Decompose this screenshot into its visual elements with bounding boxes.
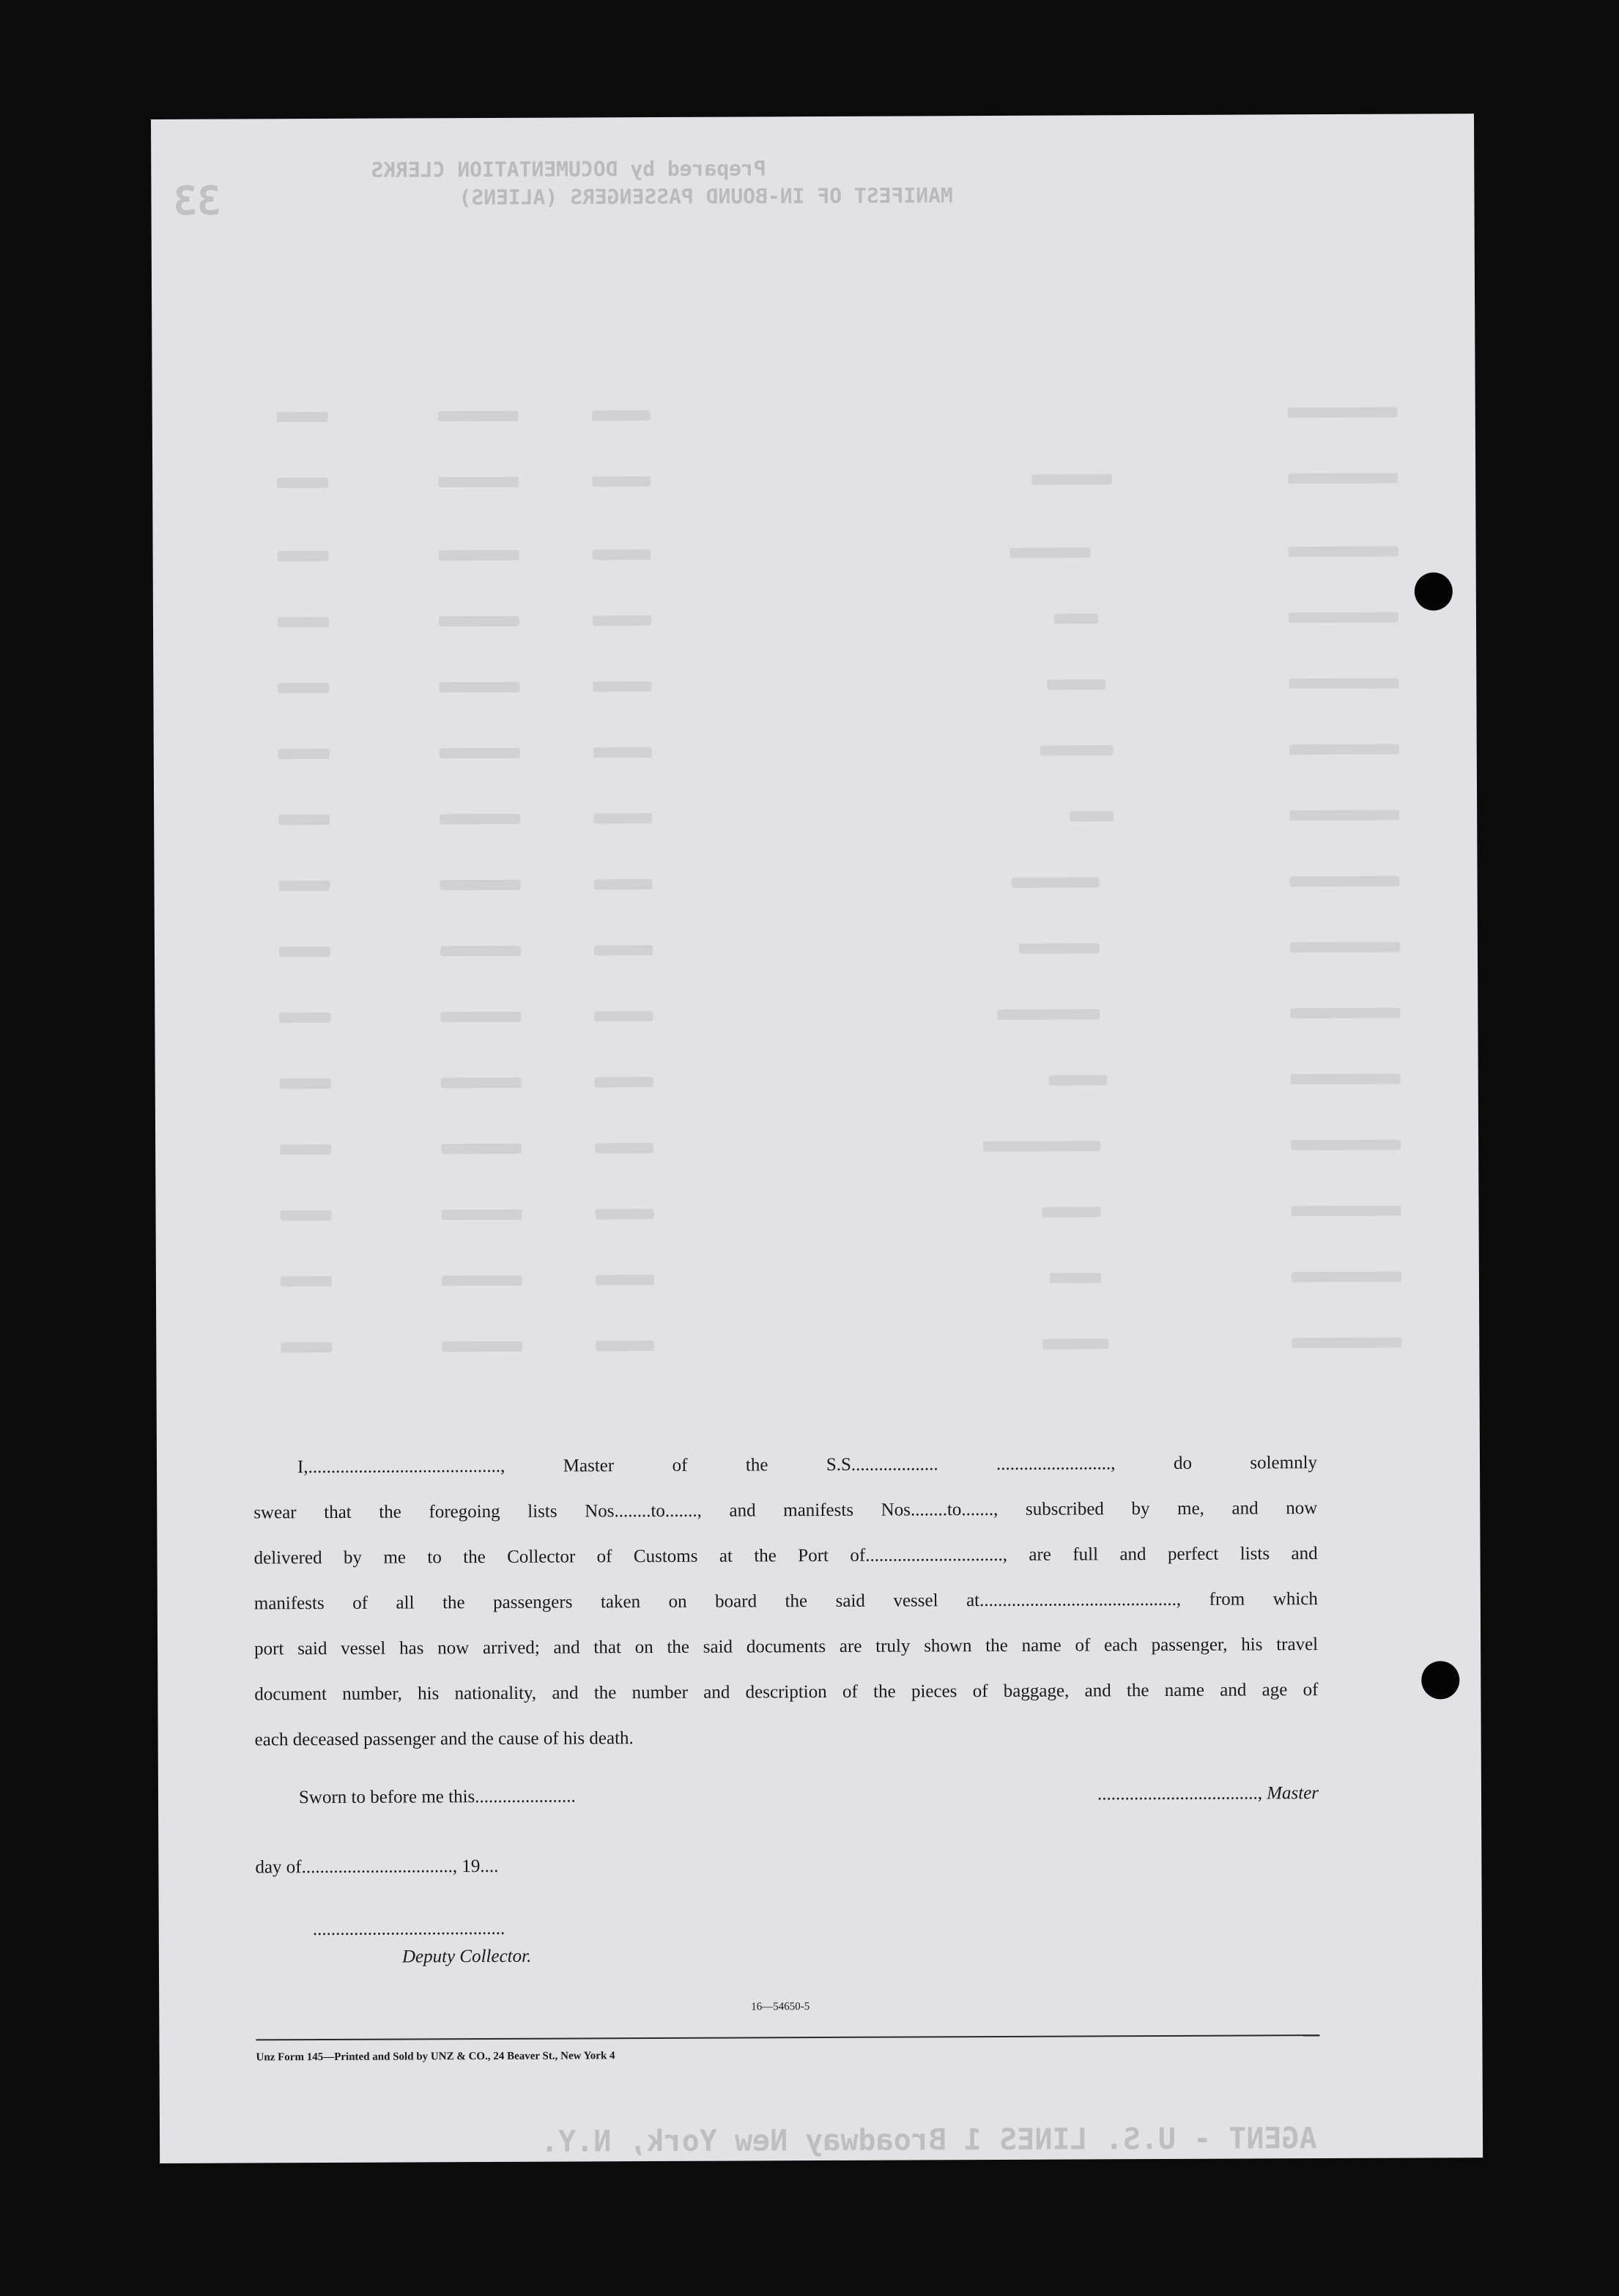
bleed-through-header-1: Prepared by DOCUMENTATION CLERKS <box>371 156 766 182</box>
master-signature-line <box>1097 1783 1319 1804</box>
oath-line: I,.........................................., Master of the S.S................... ........................., do solemnly <box>297 1453 1318 1478</box>
bleed-through-header-2: MANIFEST OF IN-BOUND PASSENGERS (ALIENS) <box>459 183 953 210</box>
bleed-through-row <box>278 678 1406 706</box>
bleed-through-row <box>278 810 1407 837</box>
bleed-through-row <box>279 942 1407 969</box>
deputy-signature-dots: .......................................... <box>312 1918 505 1940</box>
document-page <box>151 114 1483 2163</box>
bleed-through-row <box>279 1008 1407 1035</box>
oath-line: port said vessel has now arrived; and that on the said documents are truly shown the name of each passenger, his travel <box>254 1634 1319 1659</box>
master-signature-dots: ..................................., <box>1097 1783 1262 1804</box>
bleed-through-row <box>281 1272 1409 1299</box>
bleed-through-page-number: 33 <box>173 177 221 224</box>
bleed-through-row <box>280 1206 1408 1233</box>
punch-hole <box>1421 1661 1459 1699</box>
bleed-through-row <box>278 547 1406 574</box>
oath-line: delivered by me to the Collector of Customs at the Port of.............................., are full and perfect lists and <box>253 1544 1318 1569</box>
bleed-through-row <box>280 1074 1408 1101</box>
divider <box>256 2034 1319 2040</box>
form-number: 16—54650-5 <box>751 2001 810 2013</box>
oath-line: each deceased passenger and the cause of his death. <box>254 1728 634 1750</box>
punch-hole <box>1415 572 1453 610</box>
oath-line: document number, his nationality, and the number and description of the pieces of baggage, and the name and age of <box>254 1680 1319 1705</box>
bleed-through-row <box>280 1140 1408 1167</box>
oath-line: swear that the foregoing lists Nos........to......., and manifests Nos........to......., subscribed by me, and now <box>253 1498 1318 1523</box>
bleed-through-row <box>279 876 1407 903</box>
day-of-line: day of................................., 19.... <box>255 1856 499 1878</box>
master-label: Master <box>1267 1783 1319 1804</box>
bleed-through-row <box>277 473 1405 500</box>
oath-text <box>253 1440 1319 1763</box>
printer-imprint: Unz Form 145—Printed and Sold by UNZ & CO., 24 Beaver St., New York 4 <box>256 2050 615 2064</box>
deputy-collector-label: Deputy Collector. <box>401 1946 532 1967</box>
bleed-through-row <box>281 1338 1409 1365</box>
sworn-statement: Sworn to before me this...................... <box>298 1786 576 1808</box>
bleed-through-footer: AGENT - U.S. LINES 1 Broadway New York, N.Y. <box>540 2122 1317 2159</box>
bleed-through-row <box>277 407 1405 434</box>
signature-row <box>255 1783 1319 1808</box>
oath-line: manifests of all the passengers taken on board the said vessel at..........................................., from which <box>253 1589 1318 1614</box>
bleed-through-row <box>278 744 1407 771</box>
bleed-through-row <box>278 612 1406 640</box>
